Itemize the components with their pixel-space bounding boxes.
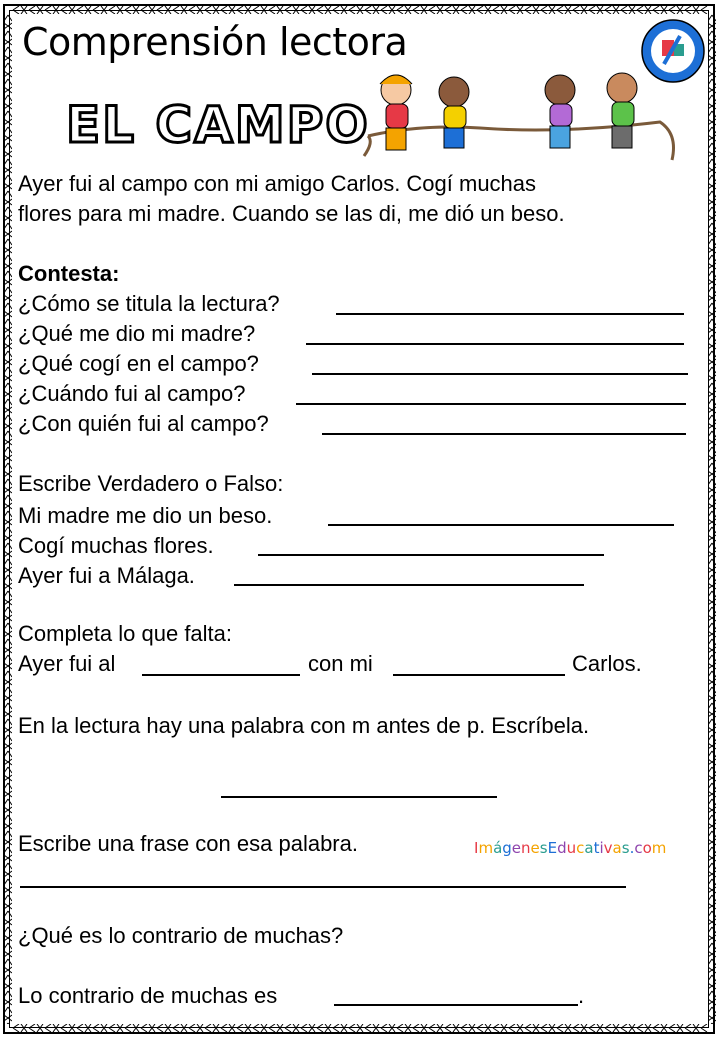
right-border-pattern	[708, 14, 716, 1024]
brand-letter: m	[651, 839, 667, 857]
question-with-whom: ¿Con quién fui al campo?	[18, 411, 269, 436]
brand-letter: á	[493, 839, 503, 857]
brand-letter: .	[629, 839, 635, 857]
brand-letter: c	[576, 839, 585, 857]
tf-line-flowers[interactable]	[258, 554, 604, 556]
tf-line-kiss[interactable]	[328, 524, 674, 526]
question-when: ¿Cuándo fui al campo?	[18, 381, 246, 406]
complete-blank-1[interactable]	[142, 674, 300, 676]
brand-letter: e	[530, 839, 540, 857]
sentence-answer-line[interactable]	[20, 886, 626, 888]
answer-line-field[interactable]	[312, 373, 688, 375]
opposite-answer-line[interactable]	[334, 1004, 578, 1006]
tf-line-malaga[interactable]	[234, 584, 584, 586]
top-border-pattern	[12, 6, 708, 14]
word-task-prompt: En la lectura hay una palabra con m antes de p. Escríbela.	[18, 713, 590, 738]
brand-letter: s	[539, 839, 548, 857]
true-false-heading: Escribe Verdadero o Falso:	[18, 471, 284, 496]
brand-letter: E	[547, 839, 558, 857]
bottom-border-pattern	[12, 1024, 708, 1032]
page-title: Comprensión lectora	[22, 20, 408, 64]
brand-letter: o	[642, 839, 652, 857]
question-field: ¿Qué cogí en el campo?	[18, 351, 259, 376]
opposite-answer-prefix: Lo contrario de muchas es	[18, 983, 278, 1008]
complete-blank-2[interactable]	[393, 674, 565, 676]
opposite-question: ¿Qué es lo contrario de muchas?	[18, 923, 344, 948]
complete-sentence-part3: Carlos.	[572, 651, 642, 676]
brand-letter: a	[612, 839, 622, 857]
complete-sentence-part2: con mi	[308, 651, 373, 676]
answer-line-title[interactable]	[336, 313, 684, 315]
brand-letter: m	[478, 839, 494, 857]
brand-letter: c	[634, 839, 643, 857]
brand-watermark	[474, 838, 666, 858]
brand-letter: s	[621, 839, 630, 857]
complete-sentence-part1: Ayer fui al	[18, 651, 116, 676]
word-answer-line[interactable]	[221, 796, 497, 798]
answer-section-heading: Contesta:	[18, 261, 120, 286]
statement-flowers: Cogí muchas flores.	[18, 533, 214, 558]
sentence-task-prompt: Escribe una frase con esa palabra.	[18, 831, 358, 856]
question-title: ¿Cómo se titula la lectura?	[18, 291, 280, 316]
headline-el-campo	[62, 92, 370, 154]
brand-letter: g	[502, 839, 512, 857]
answer-line-when[interactable]	[296, 403, 686, 405]
svg-text:EL CAMPO: EL CAMPO	[66, 96, 370, 154]
brand-letter: v	[603, 839, 613, 857]
brand-letter: i	[599, 839, 604, 857]
answer-line-with-whom[interactable]	[322, 433, 686, 435]
brand-letter: n	[521, 839, 531, 857]
brand-letter: d	[557, 839, 567, 857]
brand-letter: u	[566, 839, 577, 857]
brand-letter: a	[584, 839, 594, 857]
brand-letter: e	[511, 839, 522, 857]
reading-line-1: Ayer fui al campo con mi amigo Carlos. Cogí muchas	[18, 171, 537, 196]
opposite-answer-suffix: .	[578, 983, 585, 1008]
left-border-pattern	[4, 14, 12, 1024]
statement-kiss: Mi madre me dio un beso.	[18, 503, 273, 528]
question-mother: ¿Qué me dio mi madre?	[18, 321, 256, 346]
statement-malaga: Ayer fui a Málaga.	[18, 563, 195, 588]
complete-heading: Completa lo que falta:	[18, 621, 233, 646]
reading-line-2: flores para mi madre. Cuando se las di, me dió un beso.	[18, 201, 565, 226]
brand-letter: t	[593, 839, 600, 857]
kids-tug-of-war-illustration	[360, 64, 685, 164]
answer-line-mother[interactable]	[306, 343, 684, 345]
brand-letter: I	[474, 839, 479, 857]
